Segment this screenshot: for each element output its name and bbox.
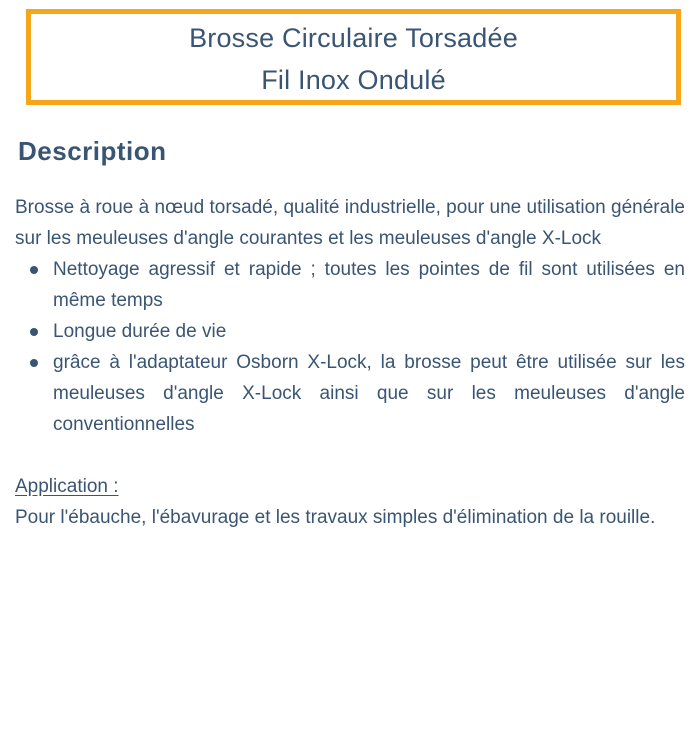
product-title-box (26, 9, 681, 105)
description-intro: Brosse à roue à nœud torsadé, qualité industrielle, pour une utilisation générale sur les meuleuses d'angle courantes et les meuleuses d'angle X-Lock (15, 197, 685, 249)
product-title-line-2: Fil Inox Ondulé (261, 65, 446, 95)
feature-list (15, 254, 685, 440)
section-spacer (15, 440, 685, 471)
application-section (15, 471, 685, 533)
feature-list-item: Longue durée de vie (53, 316, 685, 347)
feature-list-item: grâce à l'adaptateur Osborn X-Lock, la brosse peut être utilisée sur les meuleuses d'angle X-Lock ainsi que sur les meuleuses d'angle conventionnelles (53, 347, 685, 440)
product-title-line-1: Brosse Circulaire Torsadée (189, 23, 518, 53)
feature-list-item: Nettoyage agressif et rapide ; toutes les pointes de fil sont utilisées en même temps (53, 254, 685, 316)
description-content (15, 192, 685, 533)
application-label: Application : (15, 476, 119, 497)
application-text: Pour l'ébauche, l'ébavurage et les travaux simples d'élimination de la rouille. (15, 507, 656, 528)
description-heading: Description (18, 136, 167, 166)
